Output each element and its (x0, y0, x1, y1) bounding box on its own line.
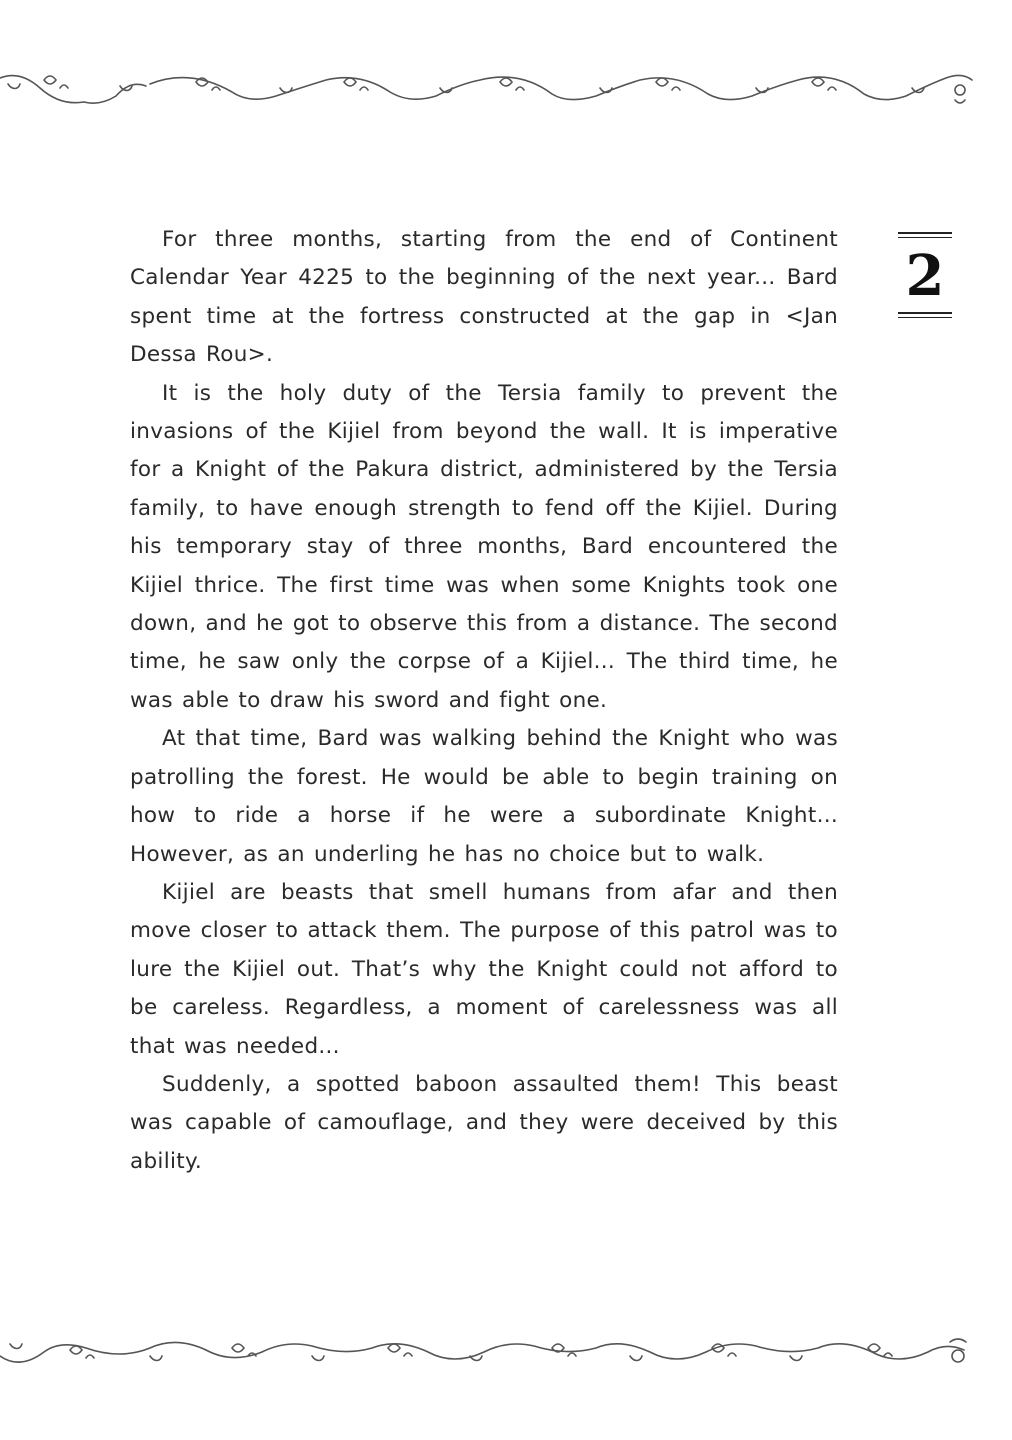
top-ornament-border (0, 66, 1012, 116)
chapter-rule-top (898, 232, 952, 234)
chapter-rule-bottom (898, 312, 952, 314)
chapter-marker (898, 232, 952, 318)
paragraph: For three months, starting from the end of Continent Calendar Year 4225 to the beginning of the next year... Bard spent time at the fortress constructed at the gap in <Jan Dessa Rou>. (130, 227, 838, 368)
bottom-ornament-border (0, 1330, 1012, 1380)
paragraph: At that time, Bard was walking behind the Knight who was patrolling the forest. He would be able to begin training on how to ride a horse if he were a subordinate Knight... However, as an underling he has no choice but to walk. (130, 726, 838, 867)
paragraph: Suddenly, a spotted baboon assaulted them! This beast was capable of camouflage, and they were deceived by this ability. (130, 1071, 838, 1174)
scroll-border-icon (0, 66, 1012, 116)
paragraph: Kijiel are beasts that smell humans from afar and then move closer to attack them. The purpose of this patrol was to lure the Kijiel out. That’s why the Knight could not afford to be careless. Regardless, a moment of carelessness was all that was needed... (130, 879, 838, 1059)
chapter-rule-bottom-thin (898, 317, 952, 318)
scroll-border-icon (0, 1330, 1012, 1380)
chapter-rule-top-thin (898, 237, 952, 238)
body-text (130, 221, 838, 1181)
paragraph: It is the holy duty of the Tersia family to prevent the invasions of the Kijiel from beyond the wall. It is imperative for a Knight of the Pakura district, administered by the Tersia family, to have enough strength to fend off the Kijiel. During his temporary stay of three months, Bard encountered the Kijiel thrice. The first time was when some Knights took one down, and he got to observe this from a distance. The second time, he saw only the corpse of a Kijiel... The third time, he was able to draw his sword and fight one. (130, 380, 838, 713)
chapter-number: 2 (905, 243, 945, 309)
